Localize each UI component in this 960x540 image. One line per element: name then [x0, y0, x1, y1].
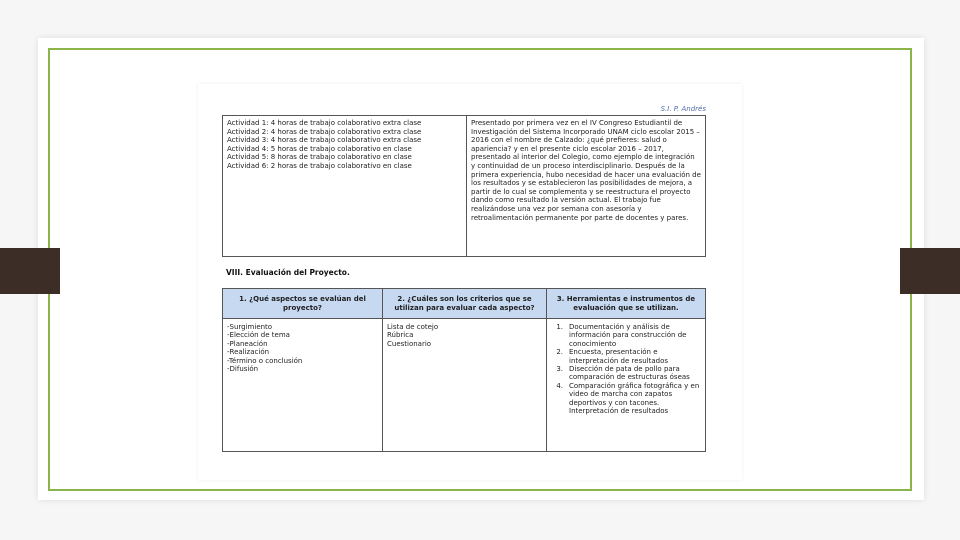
list-text: Encuesta, presentación e interpretación de resultados — [569, 348, 668, 365]
header-tools: 3. Herramientas e instrumentos de evaluación que se utilizan. — [547, 289, 706, 319]
list-number: 3. — [556, 365, 563, 374]
section-title: VIII. Evaluación del Proyecto. — [226, 268, 350, 277]
aspect-item: -Planeación — [227, 339, 268, 348]
list-number: 2. — [556, 348, 563, 357]
criteria-item: Lista de cotejo — [387, 323, 439, 331]
list-text: Comparación gráfica fotográfica y en video de marcha con zapatos deportivos y con tacones. Interpretación de resultados — [569, 381, 700, 416]
aspect-item: -Difusión — [227, 365, 259, 374]
left-decorative-tab — [0, 248, 60, 294]
aspect-item: -Realización — [227, 348, 270, 357]
evaluation-table — [222, 288, 706, 452]
author-label: S.I. P. Andrés — [660, 105, 706, 113]
activity-line: Actividad 2: 4 horas de trabajo colaborativo extra clase — [227, 127, 422, 136]
criteria-item: Cuestionario — [387, 339, 432, 348]
right-decorative-tab — [900, 248, 960, 294]
tools-cell — [547, 319, 706, 452]
table-header-row — [223, 289, 706, 319]
list-item — [551, 365, 701, 382]
document-page — [198, 84, 742, 480]
activities-table — [222, 115, 706, 257]
aspect-item: -Término o conclusión — [227, 356, 303, 365]
activity-line: Actividad 3: 4 horas de trabajo colaborativo extra clase — [227, 136, 422, 145]
criteria-item: Rúbrica — [387, 331, 414, 340]
criteria-cell — [383, 319, 547, 452]
activity-line: Actividad 4: 5 horas de trabajo colaborativo en clase — [227, 144, 412, 153]
tools-list — [551, 323, 701, 415]
activity-line: Actividad 6: 2 horas de trabajo colaborativo en clase — [227, 161, 412, 170]
list-number: 4. — [556, 381, 563, 390]
aspects-cell — [223, 319, 383, 452]
list-item — [551, 348, 701, 365]
list-number: 1. — [556, 323, 563, 331]
activity-line: Actividad 5: 8 horas de trabajo colaborativo en clase — [227, 153, 412, 162]
aspect-item: -Elección de tema — [227, 331, 290, 340]
activity-line: Actividad 1: 4 horas de trabajo colaborativo extra clase — [227, 119, 422, 127]
header-criteria: 2. ¿Cuáles son los criterios que se utilizan para evaluar cada aspecto? — [383, 289, 547, 319]
list-text: Documentación y análisis de información para construcción de conocimiento — [569, 323, 687, 348]
list-item — [551, 382, 701, 416]
description-cell: Presentado por primera vez en el IV Congreso Estudiantil de Investigación del Sistema Incorporado UNAM ciclo escolar 2015 – 2016 con el nombre de Calzado: ¿qué prefieres: salud o apariencia? y en el presente ciclo escolar 2016 – 2017, presentado al interior del Colegio, como ejemplo de integración y continuidad de un proceso interdisciplinario. Después de la primera experiencia, hubo necesidad de hacer una evaluación de los resultados y se establecieron las posibilidades de mejora, a partir de lo cual se complementa y se reestructura el proyecto dando como resultado la versión actual. El trabajo fue realizándose una vez por semana con asesoría y retroalimentación permanente por parte de docentes y pares. — [467, 116, 706, 257]
list-item — [551, 323, 701, 348]
table-row — [223, 319, 706, 452]
table-row — [223, 116, 706, 257]
aspect-item: -Surgimiento — [227, 323, 273, 331]
list-text: Disección de pata de pollo para comparación de estructuras óseas — [569, 365, 690, 382]
header-aspects: 1. ¿Qué aspectos se evalúan del proyecto? — [223, 289, 383, 319]
activities-cell — [223, 116, 467, 257]
